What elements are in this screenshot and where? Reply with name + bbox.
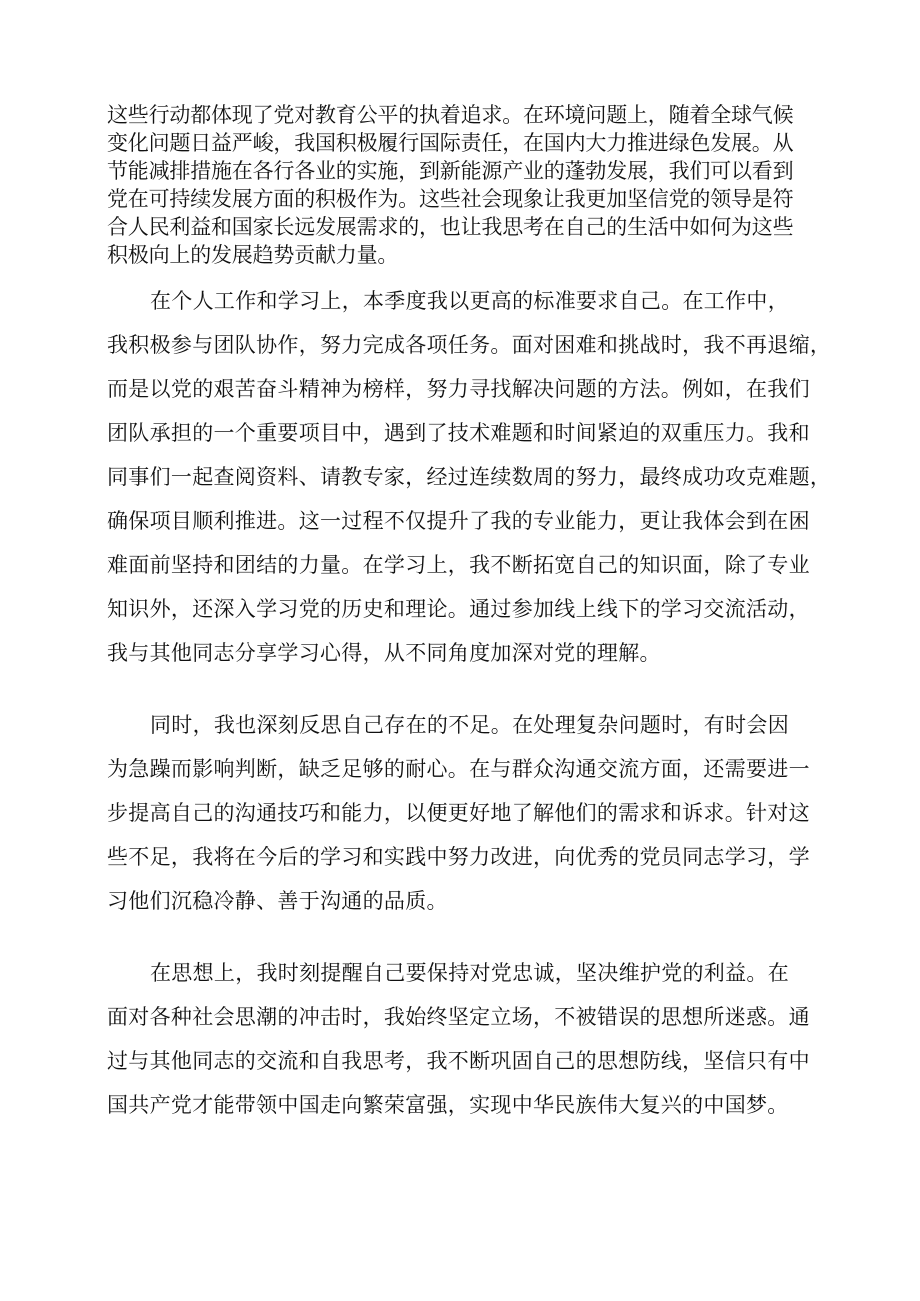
text-line: 为急躁而影响判断，缺乏足够的耐心。在与群众沟通交流方面，还需要进一 — [107, 757, 810, 781]
text-line: 党在可持续发展方面的积极作为。这些社会现象让我更加坚信党的领导是符 — [107, 187, 794, 211]
text-line: 习他们沉稳冷静、善于沟通的品质。 — [107, 889, 448, 913]
text-line: 这些行动都体现了党对教育公平的执着追求。在环境问题上，随着全球气候 — [107, 103, 794, 127]
text-line: 变化问题日益严峻，我国积极履行国际责任，在国内大力推进绿色发展。从 — [107, 131, 794, 155]
text-line: 步提高自己的沟通技巧和能力，以便更好地了解他们的需求和诉求。针对这 — [107, 801, 810, 825]
text-line: 难面前坚持和团结的力量。在学习上，我不断拓宽自己的知识面，除了专业 — [107, 553, 810, 577]
text-line: 合人民利益和国家长远发展需求的，也让我思考在自己的生活中如何为这些 — [107, 215, 794, 239]
text-line: 些不足，我将在今后的学习和实践中努力改进，向优秀的党员同志学习，学 — [107, 845, 810, 869]
text-line: 积极向上的发展趋势贡献力量。 — [107, 243, 399, 267]
text-line: 我与其他同志分享学习心得，从不同角度加深对党的理解。 — [107, 641, 661, 665]
text-line: 同事们一起查阅资料、请教专家，经过连续数周的努力，最终成功攻克难题， — [107, 465, 832, 489]
text-line: 我积极参与团队协作，努力完成各项任务。面对困难和挑战时，我不再退缩， — [107, 333, 832, 357]
text-line: 在思想上，我时刻提醒自己要保持对党忠诚，坚决维护党的利益。在 — [150, 961, 789, 985]
text-line: 过与其他同志的交流和自我思考，我不断巩固自己的思想防线，坚信只有中 — [107, 1049, 810, 1073]
text-line: 知识外，还深入学习党的历史和理论。通过参加线上线下的学习交流活动， — [107, 597, 810, 621]
text-line: 节能减排措施在各行各业的实施，到新能源产业的蓬勃发展，我们可以看到 — [107, 159, 794, 183]
text-line: 同时，我也深刻反思自己存在的不足。在处理复杂问题时，有时会因 — [150, 713, 789, 737]
text-line: 国共产党才能带领中国走向繁荣富强，实现中华民族伟大复兴的中国梦。 — [107, 1093, 789, 1117]
text-line: 确保项目顺利推进。这一过程不仅提升了我的专业能力，更让我体会到在困 — [107, 509, 810, 533]
text-line: 而是以党的艰苦奋斗精神为榜样，努力寻找解决问题的方法。例如，在我们 — [107, 377, 810, 401]
text-line: 面对各种社会思潮的冲击时，我始终坚定立场，不被错误的思想所迷惑。通 — [107, 1005, 810, 1029]
text-line: 在个人工作和学习上，本季度我以更高的标准要求自己。在工作中， — [150, 289, 789, 313]
text-line: 团队承担的一个重要项目中，遇到了技术难题和时间紧迫的双重压力。我和 — [107, 421, 810, 445]
